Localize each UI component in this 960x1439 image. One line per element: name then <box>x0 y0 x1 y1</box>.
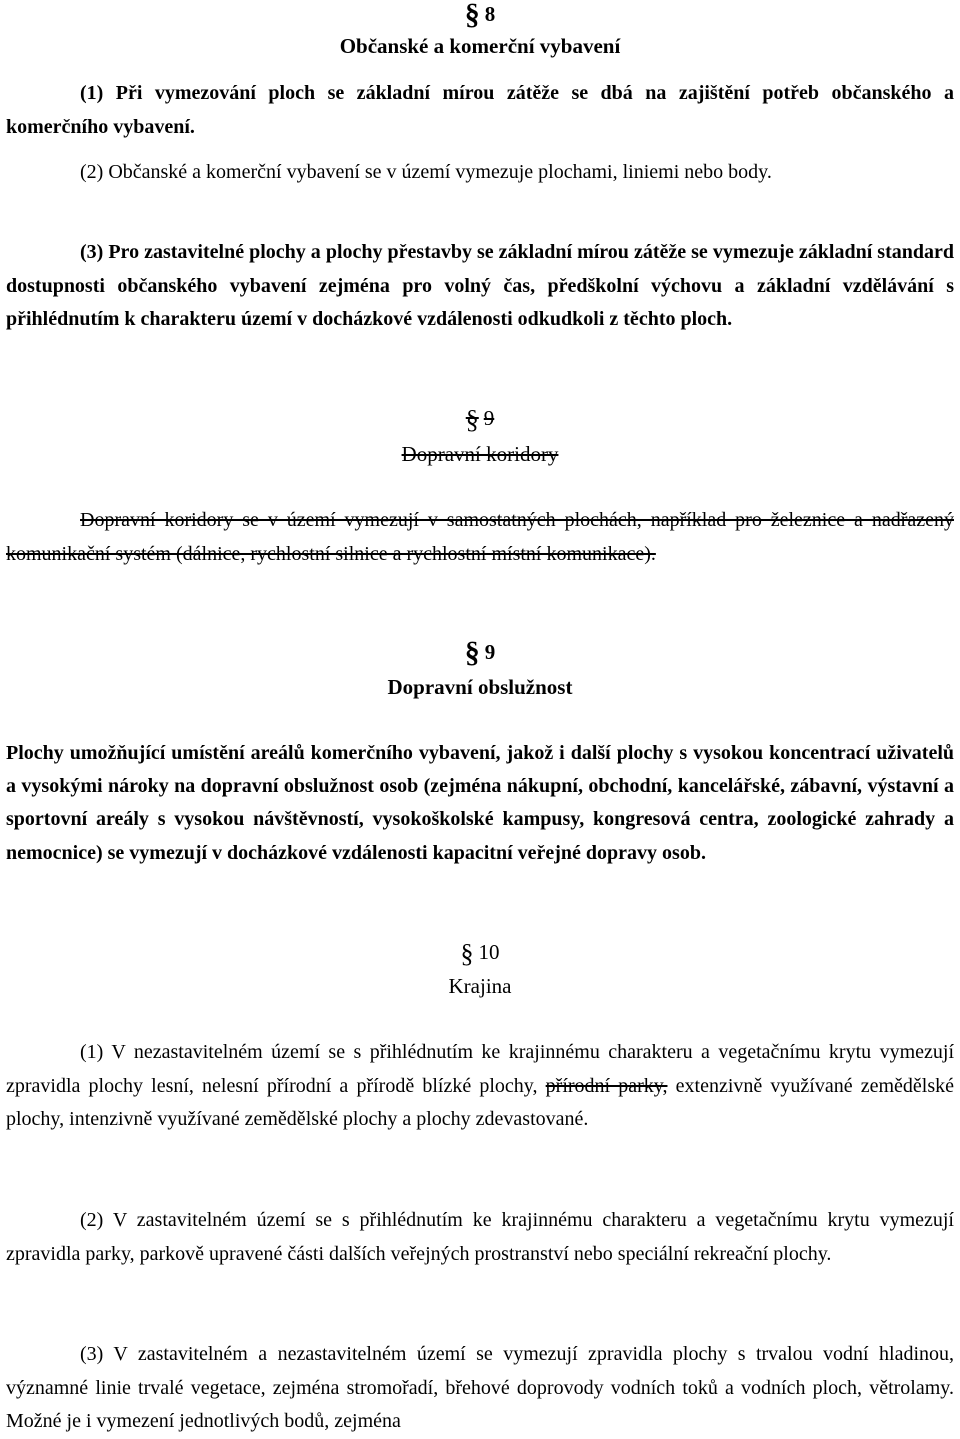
section-number: 8 <box>484 2 496 26</box>
deleted-section-9-number <box>0 404 960 434</box>
section-9-number <box>0 638 960 667</box>
section-sign: § <box>464 0 480 31</box>
paragraph-text: (2) Občanské a komerční vybavení se v území vymezuje plochami, liniemi nebo body. <box>80 161 772 183</box>
section-10-paragraph-1 <box>6 1036 954 1137</box>
section-number: 9 <box>483 406 495 430</box>
section-10-paragraph-2 <box>6 1204 954 1271</box>
section-sign: § <box>460 939 474 968</box>
section-sign: § <box>464 636 480 669</box>
section-number: 10 <box>478 940 500 964</box>
paragraph-text: Dopravní koridory se v území vymezují v samostatných plochách, například pro železnice a nadřazený komunikační systém (dálnice, rychlostní silnice a rychlostní místní komunikace). <box>6 509 954 565</box>
paragraph-text: (3) Pro zastavitelné plochy a plochy přestavby se základní mírou zátěže se vymezuje základní standard dostupnosti občanského vybavení zejména pro volný čas, předškolní výchovu a základní vzdělávání s přihlédnutím k charakteru území v docházkové vzdálenosti odkudkoli z těchto ploch. <box>6 241 954 330</box>
section-9-paragraph: Plochy umožňující umístění areálů komerčního vybavení, jakož i další plochy s vysokou koncentrací uživatelů a vysokými nároky na dopravní obslužnost osob (zejména nákupní, obchodní, kancelářské, zábavní, výstavní a sportovní areály s vysokou návštěvností, vysokoškolské kampusy, kongresová centra, zoologické zahrady a nemocnice) se vymezují v docházkové vzdálenosti kapacitní veřejné dopravy osob. <box>6 742 954 864</box>
deleted-section-9-paragraph <box>6 504 954 571</box>
section-number: 9 <box>484 640 496 664</box>
section-8-paragraph-1 <box>6 77 954 144</box>
section-10-paragraph-3 <box>6 1338 954 1439</box>
deleted-section-9-title: Dopravní koridory <box>401 442 559 466</box>
paragraph-text: (1) Při vymezování ploch se základní mírou zátěže se dbá na zajištění potřeb občanského a komerčního vybavení. <box>6 82 954 138</box>
section-8-number <box>0 0 960 29</box>
paragraph-text: extenzivně využívané zemědělské plochy, intenzivně využívané zemědělské plochy a plochy zdevastované. <box>6 1074 955 1130</box>
section-sign: § <box>465 405 479 434</box>
paragraph-text: (3) V zastavitelném a nezastavitelném území se vymezují zpravidla plochy s trvalou vodní hladinou, významné linie trvalé vegetace, zejména stromořadí, břehové doprovody vodních toků a vodních ploch, větrolamy. Možné je i vymezení jednotlivých bodů, zejména <box>6 1343 954 1432</box>
paragraph-text: (2) V zastavitelném území se s přihlédnutím ke krajinnému charakteru a vegetačnímu krytu vymezují zpravidla parky, parkově upravené části dalších veřejných prostranství nebo speciální rekreační plochy. <box>6 1209 954 1265</box>
section-8-paragraph-3 <box>6 236 954 337</box>
paragraph-text: (1) V nezastavitelném území se s přihlédnutím ke krajinnému charakteru a vegetačnímu krytu vymezují zpravidla plochy lesní, nelesní přírodní a přírodě blízké plochy, <box>6 1041 954 1097</box>
section-8-paragraph-2 <box>6 156 954 190</box>
section-10-title: Krajina <box>448 974 512 998</box>
section-9-title: Dopravní obslužnost <box>387 675 573 699</box>
section-8-title: Občanské a komerční vybavení <box>339 34 621 58</box>
deleted-text: přírodní parky, <box>545 1074 668 1097</box>
section-10-number <box>0 938 960 968</box>
